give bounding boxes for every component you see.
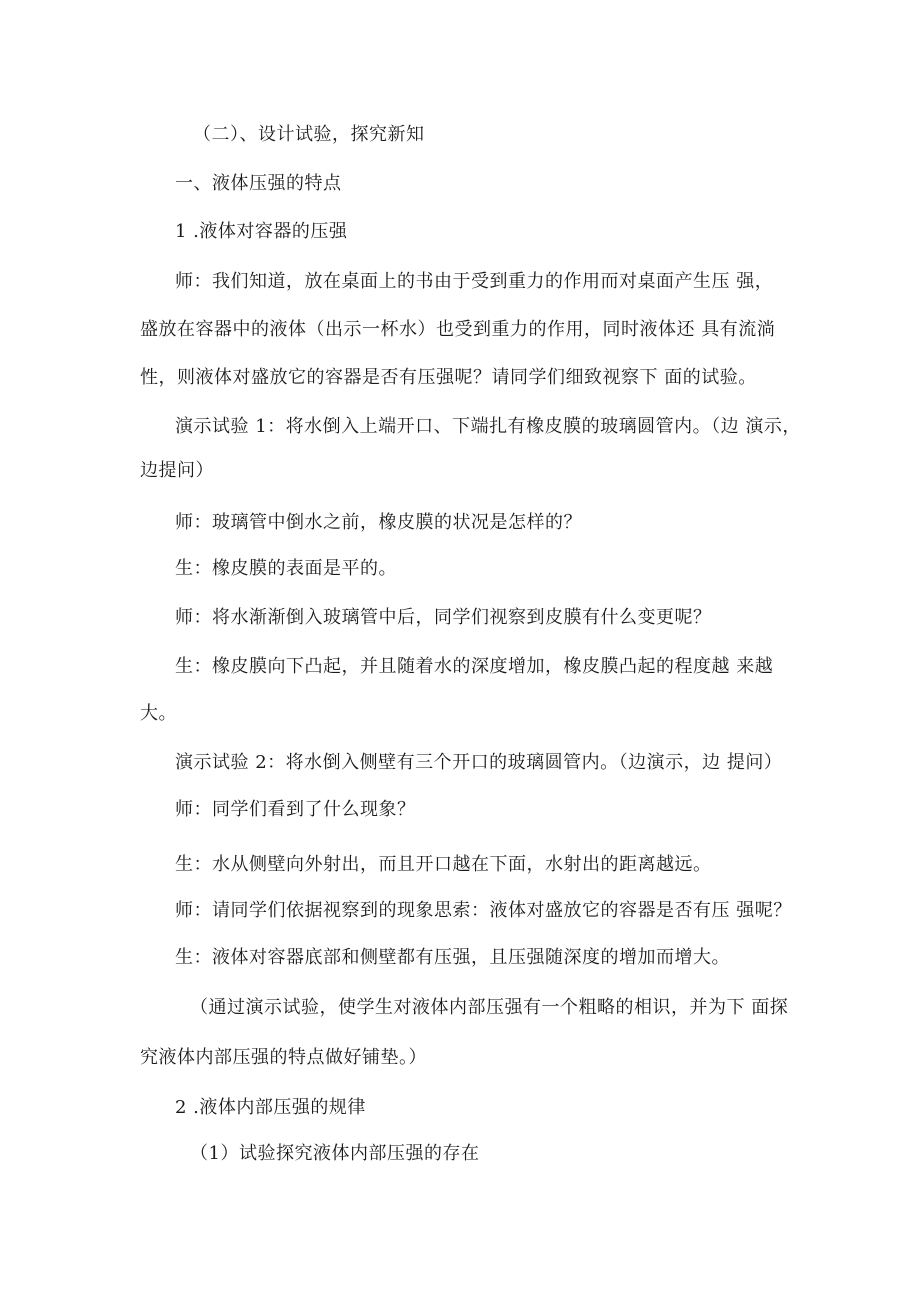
section-heading: （二）、设计试验，探究新知 (193, 124, 425, 145)
dialogue-line: 师：玻璃管中倒水之前，橡皮膜的状况是怎样的？ (175, 512, 582, 533)
paragraph-line: 师：我们知道，放在桌面上的书由于受到重力的作用而对桌面产生压 强， (175, 271, 774, 292)
dialogue-line: 生：橡皮膜的表面是平的。 (175, 558, 397, 579)
paragraph-line: 演示试验 2：将水倒入侧壁有三个开口的玻璃圆管内。（边演示，边 提问） (175, 752, 783, 773)
subsection-heading: 一、液体压强的特点 (175, 173, 342, 194)
note-line: （通过演示试验，使学生对液体内部压强有一个粗略的相识，并为下 面探 (190, 997, 789, 1018)
dialogue-line: 生：橡皮膜向下凸起，并且随着水的深度增加，橡皮膜凸起的程度越 来越 (175, 656, 774, 677)
paragraph-line: 边提问） (140, 460, 214, 481)
dialogue-line: 生：液体对容器底部和侧壁都有压强，且压强随深度的增加而增大。 (175, 947, 730, 968)
dialogue-line: 师：将水渐渐倒入玻璃管中后，同学们视察到皮膜有什么变更呢？ (175, 607, 712, 628)
dialogue-line: 师：请同学们依据视察到的现象思索：液体对盛放它的容器是否有压 强呢？ (175, 900, 792, 921)
topic-heading-1: 1 .液体对容器的压强 (175, 221, 348, 242)
subtopic-heading: （1）试验探究液体内部压强的存在 (190, 1143, 480, 1164)
topic-heading-2: 2 .液体内部压强的规律 (175, 1097, 366, 1118)
note-line: 究液体内部压强的特点做好铺垫。） (140, 1047, 427, 1068)
dialogue-line: 生：水从侧壁向外射出，而且开口越在下面，水射出的距离越远。 (175, 854, 712, 875)
dialogue-line: 大。 (140, 703, 177, 724)
paragraph-line: 性，则液体对盛放它的容器是否有压强呢？请同学们细致视察下 面的试验。 (140, 367, 757, 388)
paragraph-line: 盛放在容器中的液体（出示一杯水）也受到重力的作用，同时液体还 具有流淌 (140, 319, 776, 340)
paragraph-line: 演示试验 1：将水倒入上端开口、下端扎有橡皮膜的玻璃圆管内。（边 演示， (175, 416, 801, 437)
dialogue-line: 师：同学们看到了什么现象？ (175, 799, 416, 820)
